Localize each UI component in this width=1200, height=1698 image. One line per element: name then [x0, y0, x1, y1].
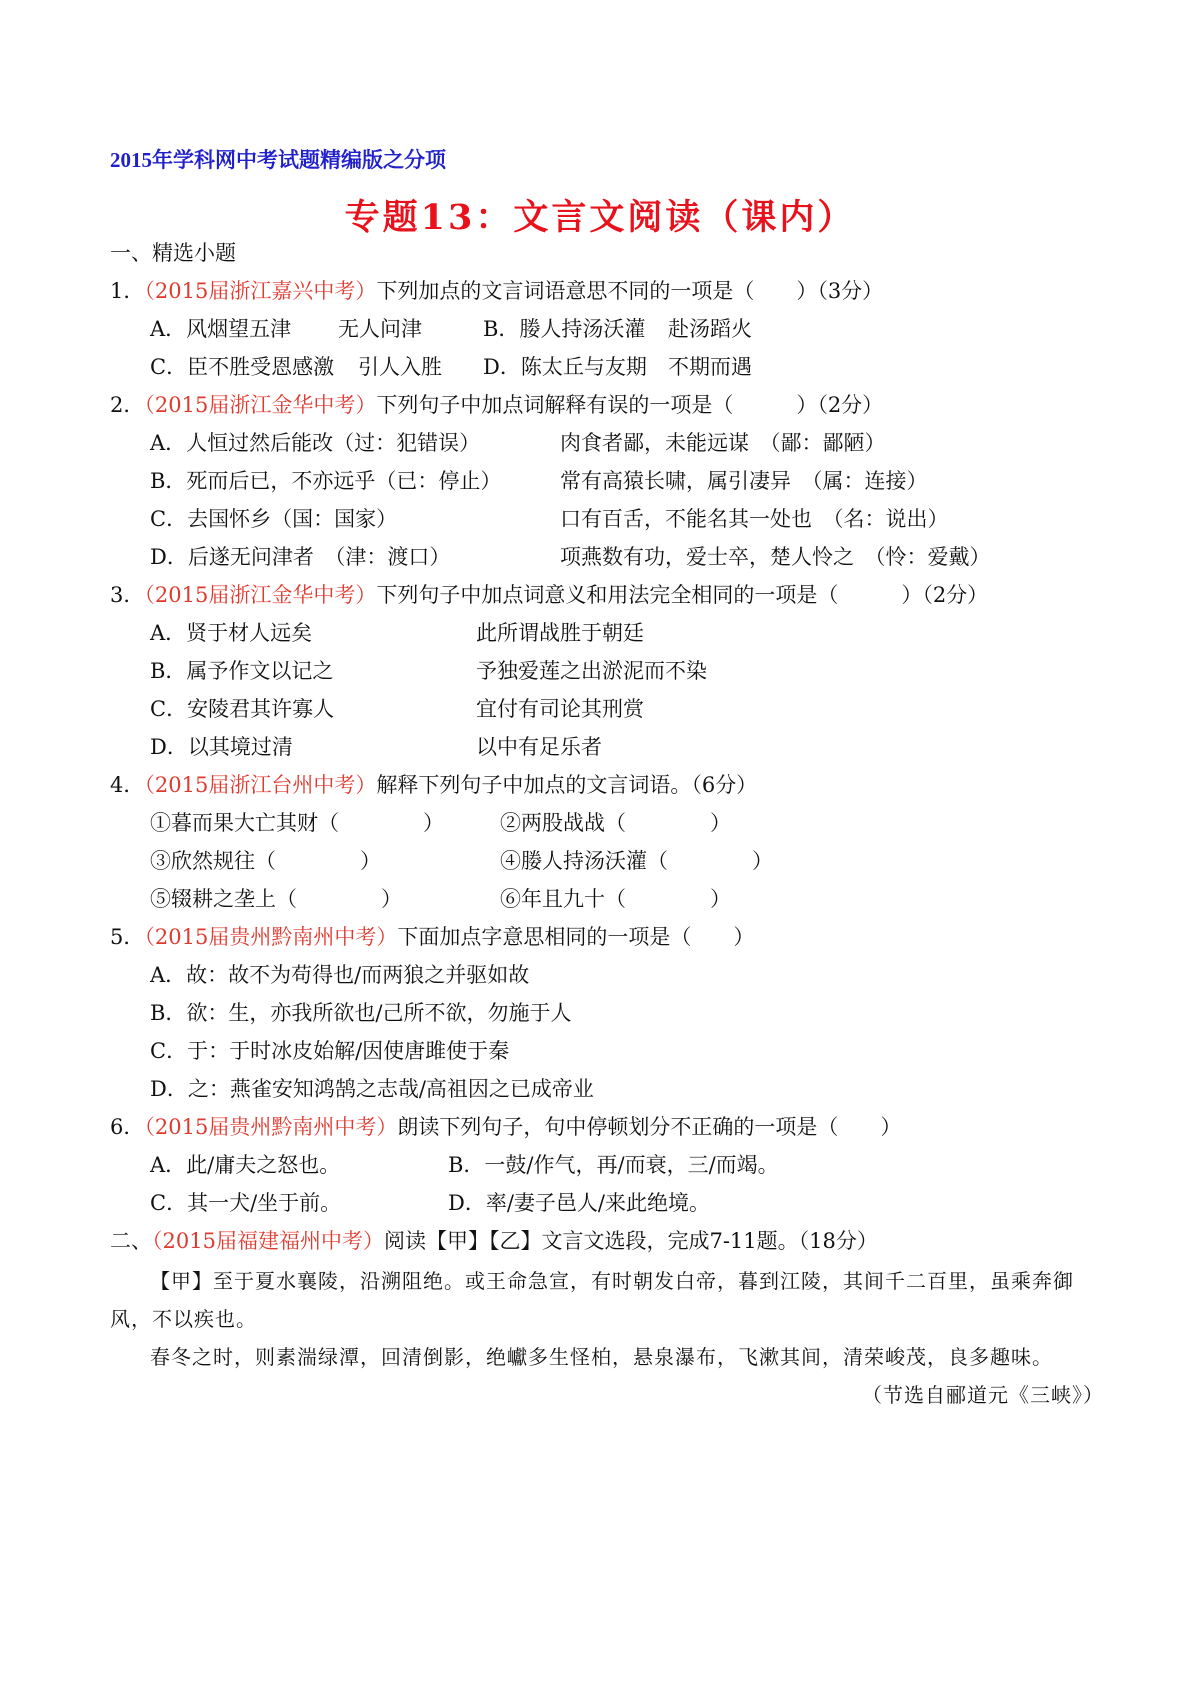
question-4	[110, 770, 757, 800]
question-2	[110, 390, 883, 420]
question-source: （2015届浙江金华中考）	[144, 583, 377, 607]
option-a-right: 此所谓战胜于朝廷	[476, 621, 644, 645]
question-number: 6．	[110, 1115, 145, 1139]
option-a-right: 无人问津	[338, 317, 422, 341]
question-stem: 解释下列句子中加点的文言词语。（6分）	[376, 773, 758, 797]
question-number: 2．	[110, 393, 145, 417]
option-c-left: C．去国怀乡（国：国家）	[150, 507, 398, 531]
option-c-left: C．臣不胜受恩感激	[150, 355, 335, 379]
question-source: （2015届浙江台州中考）	[144, 773, 377, 797]
option-c-left: C．安陵君其许寡人	[150, 697, 335, 721]
series-header: 2015年学科网中考试题精编版之分项	[110, 148, 446, 172]
option-a: A．故：故不为苟得也/而两狼之并驱如故	[150, 963, 530, 987]
question-number: 3．	[110, 583, 145, 607]
option-b-right: 常有高猿长啸，属引凄异 （属：连接）	[560, 469, 928, 493]
section-heading-2	[110, 1226, 878, 1256]
option-a: A．此/庸夫之怒也。	[150, 1153, 341, 1177]
option-c-right: 口有百舌，不能名其一处也 （名：说出）	[560, 507, 949, 531]
option-b: B．欲：生，亦我所欲也/己所不欲，勿施于人	[150, 1001, 572, 1025]
option-d-left: D．陈太丘与友期	[483, 355, 647, 379]
question-5	[110, 922, 754, 952]
option-d-left: D．后遂无问津者 （津：渡口）	[150, 545, 451, 569]
question-number: 5．	[110, 925, 145, 949]
question-6	[110, 1112, 901, 1142]
section-label: 二、	[110, 1229, 152, 1253]
passage-source: （节选自郦道元《三峡》）	[862, 1383, 1104, 1407]
question-3	[110, 580, 988, 610]
option-b: B．一鼓/作气，再/而衰，三/而竭。	[448, 1153, 779, 1177]
question-stem: 下面加点字意思相同的一项是（ ）	[397, 925, 755, 949]
option-c: C．于：于时冰皮始解/因使唐雎使于秦	[150, 1039, 510, 1063]
option-a-right: 肉食者鄙，未能远谋 （鄙：鄙陋）	[560, 431, 886, 455]
question-source: （2015届贵州黔南州中考）	[144, 1115, 398, 1139]
item-5: ⑤辍耕之垄上（ ）	[150, 887, 402, 911]
passage-paragraph-2: 春冬之时，则素湍绿潭，回清倒影，绝巘多生怪柏，悬泉瀑布，飞漱其间，清荣峻茂，良多趣味。	[150, 1345, 1053, 1369]
option-b-left: B．媵人持汤沃灌	[483, 317, 646, 341]
question-source: （2015届贵州黔南州中考）	[144, 925, 398, 949]
option-c: C．其一犬/坐于前。	[150, 1191, 342, 1215]
option-d-right: 以中有足乐者	[476, 735, 602, 759]
option-b-left: B．死而后已，不亦远乎（已：停止）	[150, 469, 502, 493]
passage-paragraph-1: 【甲】至于夏水襄陵，沿溯阻绝。或王命急宣，有时朝发白帝，暮到江陵，其间千二百里，虽乘奔御	[150, 1269, 1074, 1293]
section-heading-1: 一、精选小题	[110, 241, 236, 265]
question-source: （2015届浙江嘉兴中考）	[144, 279, 377, 303]
item-1: ①暮而果大亡其财（ ）	[150, 811, 444, 835]
question-stem: 朗读下列句子，句中停顿划分不正确的一项是（ ）	[397, 1115, 902, 1139]
option-a-left: A．贤于材人远矣	[150, 621, 313, 645]
question-stem: 下列加点的文言词语意思不同的一项是（ ）（3分）	[376, 279, 884, 303]
option-d: D．率/妻子邑人/来此绝境。	[448, 1191, 710, 1215]
option-b-right: 赴汤蹈火	[668, 317, 752, 341]
question-stem: 下列句子中加点词解释有误的一项是（ ）（2分）	[376, 393, 884, 417]
option-d-right: 不期而遇	[668, 355, 752, 379]
option-d-left: D．以其境过清	[150, 735, 293, 759]
question-number: 1．	[110, 279, 145, 303]
option-a-left: A．风烟望五津	[150, 317, 292, 341]
item-4: ④媵人持汤沃灌（ ）	[500, 849, 773, 873]
option-d-right: 项燕数有功，爱士卒，楚人怜之 （怜：爱戴）	[560, 545, 991, 569]
question-1	[110, 276, 883, 306]
option-c-right: 宜付有司论其刑赏	[476, 697, 644, 721]
question-stem: 下列句子中加点词意义和用法完全相同的一项是（ ）（2分）	[376, 583, 989, 607]
item-3: ③欣然规往（ ）	[150, 849, 381, 873]
option-b-left: B．属予作文以记之	[150, 659, 334, 683]
item-2: ②两股战战（ ）	[500, 811, 731, 835]
page-title: 专题13：文言文阅读（课内）	[344, 197, 856, 238]
question-number: 4．	[110, 773, 145, 797]
question-source: （2015届福建福州中考）	[152, 1229, 384, 1253]
passage-paragraph-1-cont: 风，不以疾也。	[110, 1307, 257, 1331]
option-b-right: 予独爱莲之出淤泥而不染	[476, 659, 707, 683]
question-stem: 阅读【甲】【乙】文言文选段，完成7-11题。（18分）	[383, 1229, 878, 1253]
item-6: ⑥年且九十（ ）	[500, 887, 731, 911]
option-a-left: A．人恒过然后能改（过：犯错误）	[150, 431, 481, 455]
question-source: （2015届浙江金华中考）	[144, 393, 377, 417]
option-c-right: 引人入胜	[358, 355, 442, 379]
option-d: D．之：燕雀安知鸿鹄之志哉/高祖因之已成帝业	[150, 1077, 594, 1101]
